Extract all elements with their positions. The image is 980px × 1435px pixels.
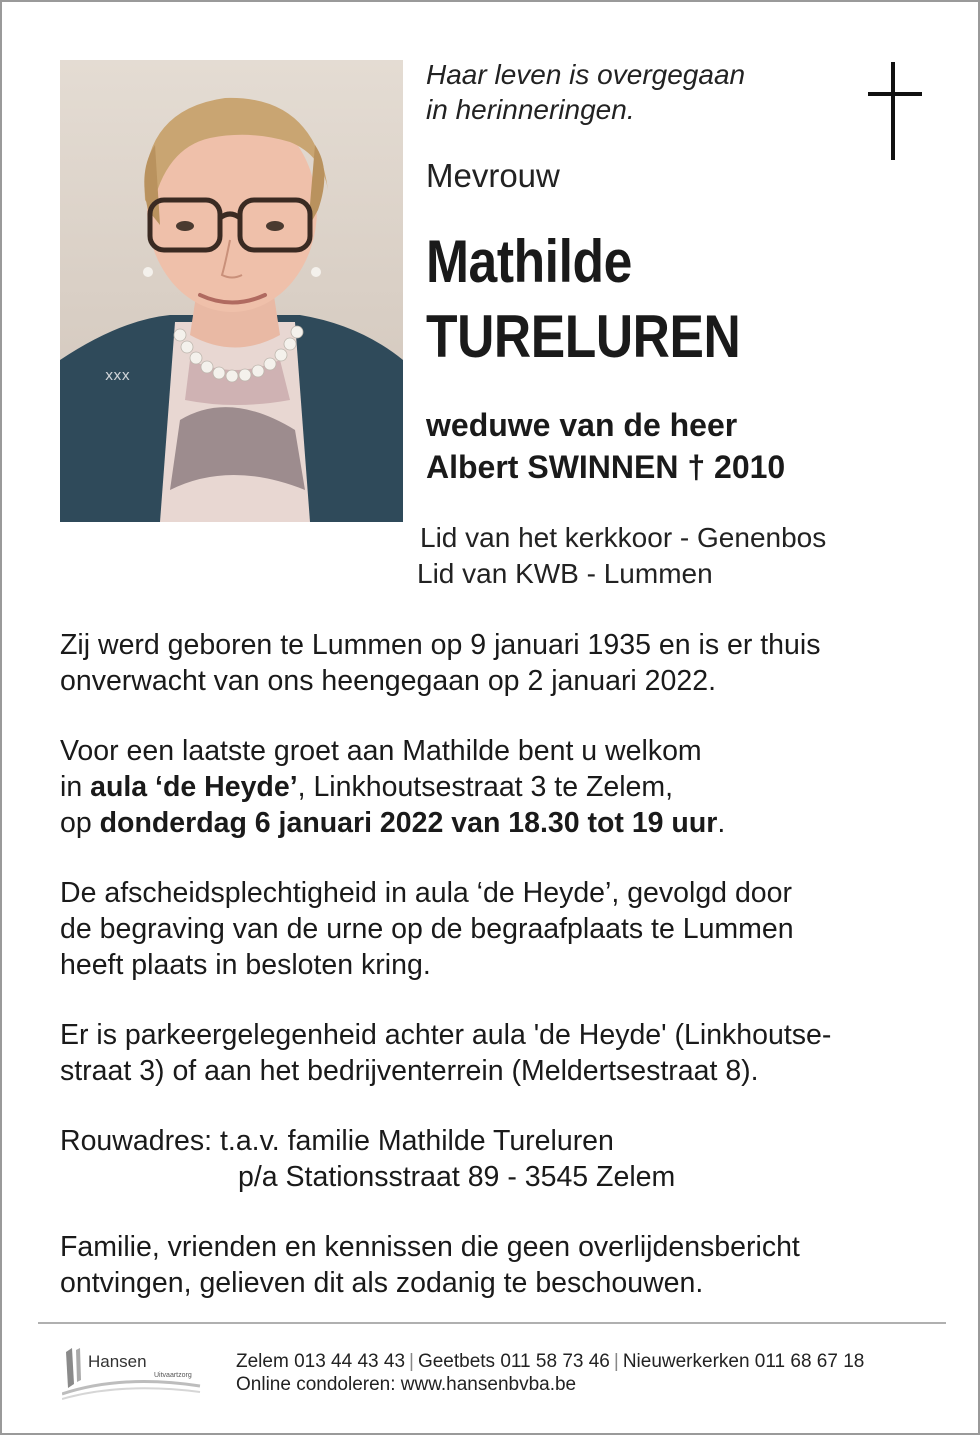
address-paragraph (60, 1123, 940, 1195)
separator: | (409, 1351, 414, 1372)
farewell-paragraph (60, 733, 940, 841)
membership-item: Lid van het kerkkoor - Genenbos (420, 522, 827, 553)
text-line: p/a Stationsstraat 89 - 3545 Zelem (238, 1161, 676, 1193)
parking-paragraph (60, 1017, 940, 1089)
logo-name: Hansen (88, 1352, 147, 1371)
memberships (417, 520, 827, 592)
last-name: TURELUREN (426, 303, 741, 370)
venue-name: aula ‘de Heyde’ (90, 771, 298, 803)
spouse-info (426, 404, 785, 488)
text-line: Familie, vrienden en kennissen die geen overlijdensbericht (60, 1231, 800, 1263)
cross-icon (866, 62, 926, 167)
footer-divider (38, 1322, 946, 1324)
text-line: heeft plaats in besloten kring. (60, 949, 431, 981)
text-fragment: , Linkhoutsestraat 3 te Zelem, (297, 771, 674, 803)
text-fragment: op (60, 807, 100, 839)
phone-line (236, 1350, 864, 1373)
text-line: de begraving van de urne op de begraafplaats te Lummen (60, 913, 794, 945)
motto-line: in herinneringen. (426, 94, 635, 125)
text-line: Rouwadres: t.a.v. familie Mathilde Tureluren (60, 1125, 614, 1157)
text-fragment: in (60, 771, 91, 803)
logo-subtitle: Uitvaartzorg (154, 1372, 192, 1379)
funeral-home-logo (62, 1344, 202, 1404)
ceremony-paragraph (60, 875, 940, 983)
condolence-link[interactable]: www.hansenbvba.be (400, 1374, 577, 1395)
phone-geetbets[interactable]: Geetbets 011 58 73 46 (417, 1351, 610, 1372)
motto (426, 57, 745, 127)
membership-item: Lid van KWB - Lummen (417, 558, 713, 589)
spouse-line: Albert SWINNEN † 2010 (426, 449, 786, 485)
separator: | (613, 1351, 619, 1372)
text-line (60, 769, 940, 805)
phone-zelem[interactable]: Zelem 013 44 43 43 (236, 1351, 406, 1372)
portrait-photo (60, 60, 403, 522)
first-name: Mathilde (426, 228, 632, 295)
text-line: Er is parkeergelegenheid achter aula 'de Heyde' (Linkhoutse- (60, 1019, 832, 1051)
text-line: ontvingen, gelieven dit als zodanig te beschouwen. (60, 1267, 704, 1299)
birth-paragraph (60, 627, 940, 699)
spouse-line: weduwe van de heer (426, 407, 738, 443)
text-line: straat 3) of aan het bedrijventerrein (Meldertsestraat 8). (60, 1055, 759, 1087)
notice-paragraph (60, 1229, 940, 1301)
salutation: Mevrouw (426, 157, 560, 194)
condolence-line (236, 1373, 864, 1396)
deceased-name (426, 224, 740, 374)
text-line (60, 805, 940, 841)
visitation-datetime: donderdag 6 januari 2022 van 18.30 tot 19 uur (99, 807, 718, 839)
announcement-body (60, 627, 940, 1335)
svg-text:xxx: xxx (105, 368, 130, 384)
text-fragment: . (717, 807, 726, 839)
contact-info (236, 1350, 864, 1396)
phone-nieuwerkerken[interactable]: Nieuwerkerken 011 68 67 18 (622, 1351, 865, 1372)
text-line: Zij werd geboren te Lummen op 9 januari 1935 en is er thuis (60, 629, 821, 661)
text-line: Voor een laatste groet aan Mathilde bent u welkom (60, 735, 702, 767)
text-line: onverwacht van ons heengegaan op 2 januari 2022. (60, 665, 717, 697)
motto-line: Haar leven is overgegaan (426, 59, 746, 90)
text-line: De afscheidsplechtigheid in aula ‘de Heyde’, gevolgd door (60, 877, 792, 909)
condolence-label: Online condoleren: (236, 1374, 396, 1395)
